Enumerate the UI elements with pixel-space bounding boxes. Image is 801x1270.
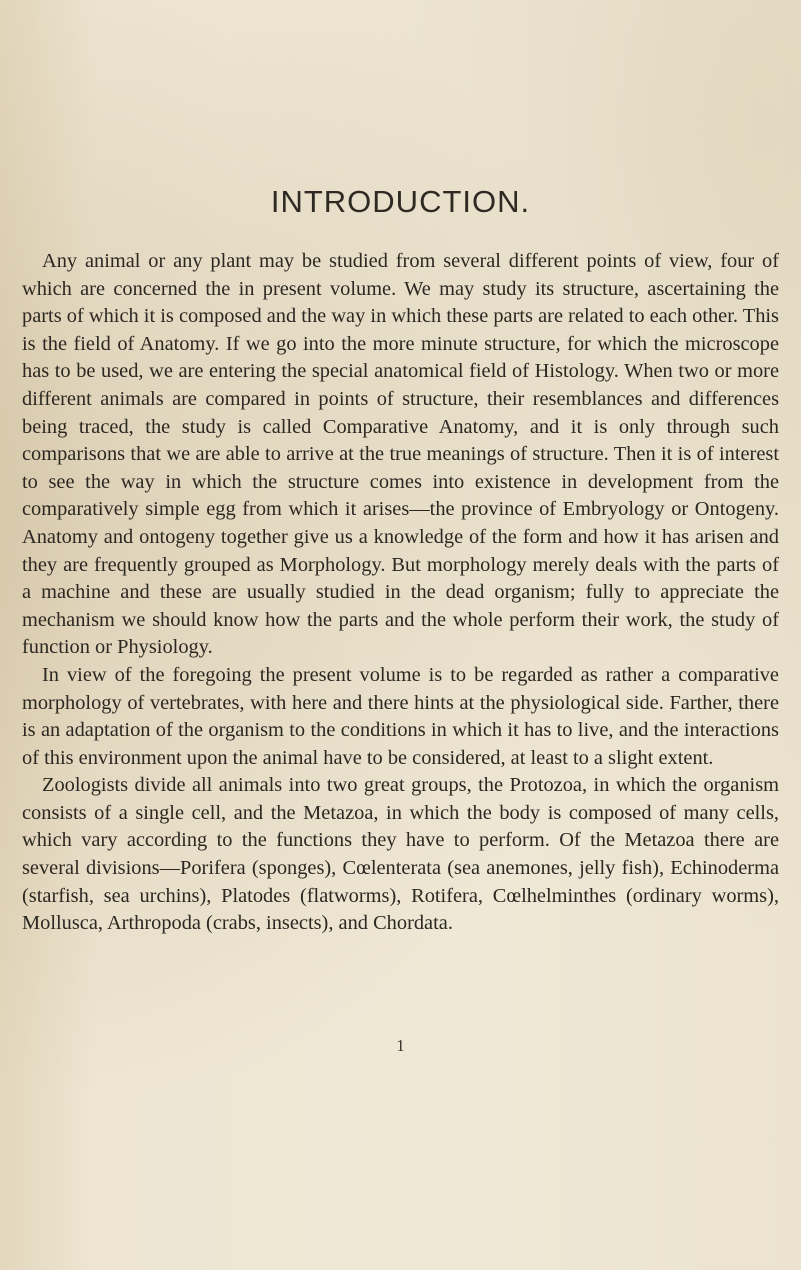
paragraph: Any animal or any plant may be studied from several different points of view, four of which are concerned the in present volume. We may study its structure, ascertaining the parts of which it is composed and the way in which these parts are related to each other. This is the field of Anatomy. If we go into the more minute structure, for which the microscope has to be used, we are entering the special anatomical field of Histology. When two or more different animals are compared in points of structure, their resemblances and differences being traced, the study is called Comparative Anatomy, and it is only through such comparisons that we are able to arrive at the true meanings of structure. Then it is of interest to see the way in which the structure comes into existence in development from the comparatively simple egg from which it arises—the province of Embryology or Ontogeny. Anatomy and ontogeny together give us a knowledge of the form and how it has arisen and they are frequently grouped as Morphology. But morphology merely deals with the parts of a machine and these are usually studied in the dead organism; fully to appreciate the mechanism we should know how the parts and the whole perform their work, the study of function or Physiology.: [22, 250, 779, 659]
body-text: [22, 248, 779, 938]
paragraph: Zoologists divide all animals into two great groups, the Protozoa, in which the organism consists of a single cell, and the Metazoa, in which the body is composed of many cells, which vary according to the functions they have to perform. Of the Metazoa there are several divisions—Porifera (sponges), Cœlenterata (sea anemones, jelly fish), Echinoderma (starfish, sea urchins), Platodes (flatworms), Rotifera, Cœlhelminthes (ordinary worms), Mollusca, Arthropoda (crabs, insects), and Chordata.: [22, 774, 779, 935]
page-number: 1: [396, 1036, 405, 1055]
paragraph: In view of the foregoing the present volume is to be regarded as rather a comparative morphology of vertebrates, with here and there hints at the physiological side. Farther, there is an adaptation of the organism to the conditions in which it has to live, and the interactions of this environment upon the animal have to be considered, at least to a slight extent.: [22, 663, 779, 769]
chapter-title: INTRODUCTION.: [270, 184, 531, 219]
